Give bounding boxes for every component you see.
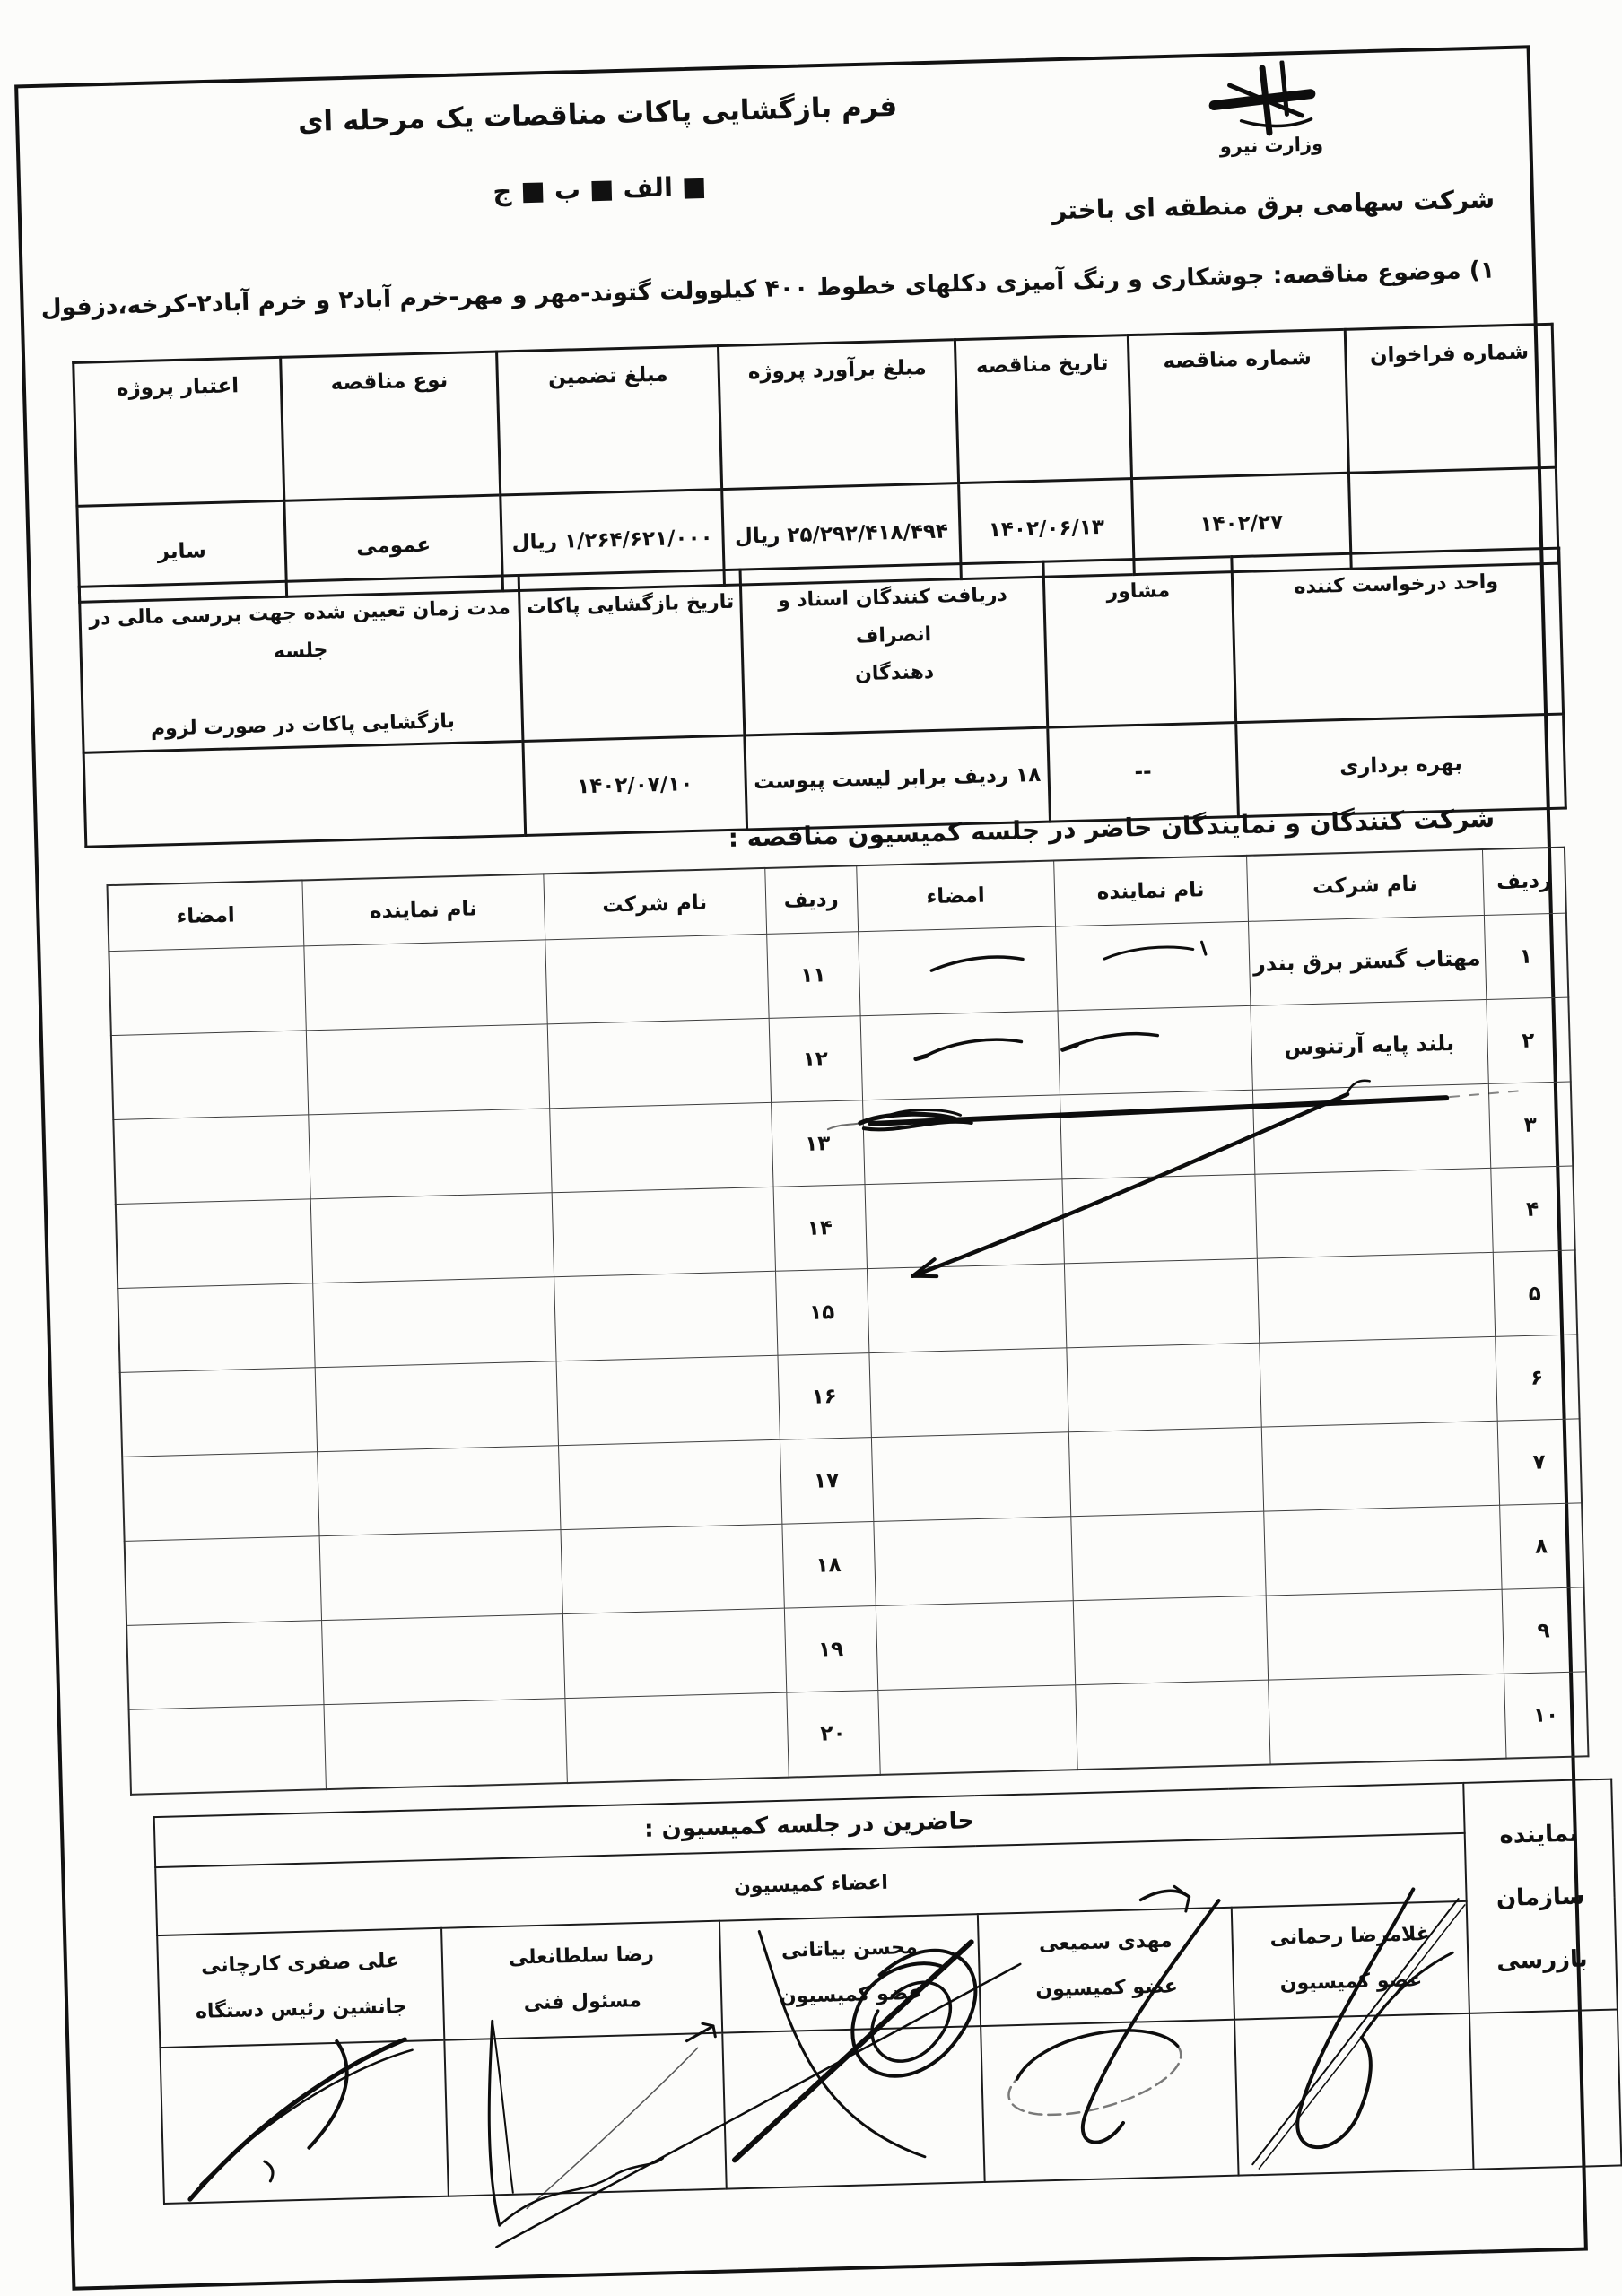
signature-right [876, 1601, 1075, 1691]
col-project-credit: اعتبار پروژه [74, 357, 284, 506]
signature-cell-rahmani [1234, 2013, 1473, 2176]
signature-cell-samiei [981, 2020, 1238, 2182]
representative-right [1075, 1680, 1269, 1770]
signature-cell-safari [160, 2040, 448, 2204]
company-name-left [562, 1608, 786, 1698]
company-name-left [554, 1271, 777, 1361]
company-name: شرکت سهامی برق منطقه ای باختر [1051, 184, 1496, 226]
representative-right [1060, 1090, 1254, 1179]
representative-left [315, 1361, 558, 1452]
row-number-left: ۱۲ [769, 1016, 862, 1103]
signature-left [129, 1705, 326, 1795]
signature-cell-bayatani [722, 2026, 984, 2188]
representative-left [308, 1109, 551, 1199]
member-samiei: مهدی سمیعی عضو کمیسیون [978, 1908, 1234, 2026]
signature-left [118, 1283, 314, 1373]
representative-left [312, 1277, 555, 1368]
signature-right [877, 1685, 1077, 1775]
row-number-left: ۱۷ [780, 1438, 873, 1525]
row-number-right: ۸ [1499, 1503, 1583, 1589]
representative-right [1073, 1596, 1268, 1685]
representative-right [1055, 921, 1250, 1011]
company-name-right: بلند پایه آرتنوس [1250, 999, 1487, 1090]
signature-right [871, 1432, 1070, 1522]
tender-number-value: ۱۴۰۲/۲۷ [1132, 473, 1352, 574]
row-number-left: ۱۸ [781, 1522, 875, 1609]
row-number-left: ۱۵ [775, 1269, 868, 1356]
member-safari: علی صفری کارچانی جانشین رئیس دستگاه [157, 1928, 444, 2048]
company-name-right [1257, 1252, 1495, 1343]
row-number-right: ۹ [1502, 1587, 1586, 1674]
signature-left [113, 1115, 310, 1205]
member-bayatani: محسن بیاتانی عضو کمیسیون [719, 1914, 981, 2032]
col-signature-right: امضاء [856, 861, 1055, 932]
col-consultant: مشاور [1043, 557, 1236, 728]
company-name-left [564, 1692, 788, 1783]
scanned-form-page [14, 45, 1588, 2290]
signature-right [867, 1264, 1066, 1353]
signature-left [122, 1452, 318, 1542]
signature-left [126, 1621, 323, 1710]
col-call-number: شماره فراخوان [1345, 324, 1556, 473]
row-number-right: ۲ [1486, 997, 1570, 1083]
col-opening-date: تاریخ بازگشایی پاکات [519, 570, 745, 742]
col-company-left: نام شرکت [543, 868, 766, 940]
company-name-right [1252, 1083, 1490, 1174]
company-name-left [560, 1524, 783, 1613]
inspection-org-representative: نماینده سازمان بازرسی [1463, 1779, 1618, 2013]
estimate-amount-value: ۲۵/۲۹۲/۴۱۸/۴۹۴ ریال [722, 483, 962, 586]
signature-left [125, 1536, 321, 1626]
row-number-right: ۶ [1495, 1335, 1579, 1421]
ministry-name: وزارت نیرو [1219, 133, 1324, 158]
col-tender-number: شماره مناقصه [1128, 329, 1348, 478]
representative-right [1068, 1427, 1263, 1517]
col-guarantee-amount: مبلغ تضمین [497, 346, 722, 495]
signature-left [116, 1199, 312, 1289]
document-recipients-value: ۱۸ ردیف برابر لیست پیوست [745, 727, 1051, 830]
signature-right [860, 1011, 1060, 1100]
col-tender-date: تاریخ مناقصه [955, 335, 1131, 483]
representative-left [323, 1699, 566, 1790]
guarantee-amount-value: ۱/۲۶۴/۶۲۱/۰۰۰ ریال [501, 490, 725, 591]
col-representative-left: نام نماینده [301, 874, 545, 946]
company-name-left [558, 1439, 781, 1529]
company-name-right [1268, 1674, 1505, 1764]
ministry-logo-icon [1202, 59, 1339, 138]
member-rahmani: غلامرضا رحمانی عضو کمیسیون [1232, 1901, 1469, 2020]
signature-right [868, 1348, 1068, 1438]
col-requesting-unit: واحد درخواست کننده [1232, 548, 1564, 723]
representative-right [1058, 1005, 1252, 1095]
col-row-no-left: ردیف [764, 865, 858, 934]
company-name-right [1266, 1589, 1504, 1680]
company-name-left [545, 934, 768, 1023]
company-name-right [1254, 1168, 1492, 1258]
representative-left [321, 1614, 564, 1705]
representative-left [306, 1024, 549, 1115]
company-name-left [547, 1018, 771, 1108]
project-credit-value: سایر [77, 500, 287, 602]
row-number-left: ۱۴ [773, 1185, 867, 1272]
representative-left [319, 1530, 562, 1621]
review-duration-value [83, 742, 526, 848]
requesting-unit-value: بهره برداری [1236, 714, 1566, 817]
form-title-wrap [19, 83, 1177, 146]
row-number-right: ۴ [1490, 1166, 1574, 1252]
envelope-checkboxes: ■ الف ■ ب ■ ج [492, 170, 707, 207]
col-tender-type: نوع مناقصه [281, 352, 501, 500]
signature-left [120, 1368, 317, 1457]
company-name-left [556, 1355, 780, 1445]
company-name-left [552, 1187, 775, 1276]
col-signature-left: امضاء [107, 880, 303, 951]
commission-table [153, 1779, 1622, 2205]
ministry-logo [1193, 59, 1348, 179]
member-soltanali: رضا سلطانعلی مسئول فنی [441, 1921, 722, 2040]
signature-right [858, 926, 1057, 1016]
col-document-recipients: دریافت کنندگان اسناد و انصراف دهندگان [740, 561, 1048, 735]
company-name-right [1263, 1505, 1501, 1596]
tender-type-value: عمومی [284, 495, 503, 596]
representative-left [317, 1446, 560, 1536]
commission-members-header: اعضاء کمیسیون [155, 1833, 1466, 1935]
representative-right [1061, 1174, 1256, 1264]
tender-subject: ۱) موضوع مناقصه: جوشکاری و رنگ آمیزی دکلهای خطوط ۴۰۰ کیلوولت گتوند-مهر و مهر-خرم آباد۲ و خرم آباد۲-کرخه،دزفول [40, 256, 1496, 322]
company-name-right: مهتاب گستر برق بندر [1248, 915, 1486, 1005]
representative-right [1066, 1343, 1260, 1432]
signature-left [109, 946, 305, 1036]
page-title: فرم بازگشایی پاکات مناقصات یک مرحله ای [297, 90, 898, 139]
consultant-value: -- [1048, 723, 1239, 822]
opening-date-value: ۱۴۰۲/۰۷/۱۰ [523, 735, 747, 835]
representative-left [303, 940, 546, 1031]
representative-right [1070, 1511, 1265, 1601]
row-number-left: ۱۹ [784, 1605, 877, 1692]
representative-left [310, 1193, 554, 1283]
row-number-left: ۲۰ [786, 1690, 879, 1777]
representative-right [1064, 1258, 1259, 1348]
row-number-right: ۱۰ [1504, 1672, 1588, 1759]
process-info-table [78, 547, 1567, 848]
col-representative-right: نام نماینده [1053, 856, 1248, 926]
row-number-right: ۱ [1484, 913, 1568, 999]
row-number-left: ۱۶ [777, 1353, 870, 1440]
signature-cell-org [1469, 2010, 1621, 2170]
row-number-right: ۵ [1493, 1250, 1577, 1336]
row-number-right: ۳ [1488, 1082, 1573, 1168]
col-review-duration: مدت زمان تعیین شده جهت بررسی مالی در جلسه بازگشایی پاکات در صورت لزوم [79, 576, 523, 753]
company-name-right [1259, 1336, 1496, 1427]
commission-title: حاضرین در جلسه کمیسیون : [154, 1783, 1465, 1867]
signature-right [873, 1517, 1072, 1606]
tender-date-value: ۱۴۰۲/۰۶/۱۳ [959, 479, 1135, 579]
signature-right [865, 1179, 1064, 1269]
row-number-left: ۱۳ [771, 1100, 864, 1187]
signature-right [862, 1095, 1061, 1185]
row-number-left: ۱۱ [766, 932, 859, 1019]
company-name-left [549, 1102, 772, 1192]
company-name-right [1261, 1421, 1499, 1511]
col-estimate-amount: مبلغ برآورد پروژه [718, 340, 958, 490]
row-number-right: ۷ [1497, 1419, 1582, 1505]
participants-heading: شرکت کنندگان و نمایندگان حاضر در جلسه کمیسیون مناقصه : [728, 803, 1496, 853]
col-company-right: نام شرکت [1246, 849, 1484, 921]
col-row-no-right: ردیف [1482, 848, 1566, 916]
participants-table [106, 847, 1589, 1796]
signature-cell-soltanali [444, 2033, 726, 2196]
signature-left [111, 1031, 308, 1120]
